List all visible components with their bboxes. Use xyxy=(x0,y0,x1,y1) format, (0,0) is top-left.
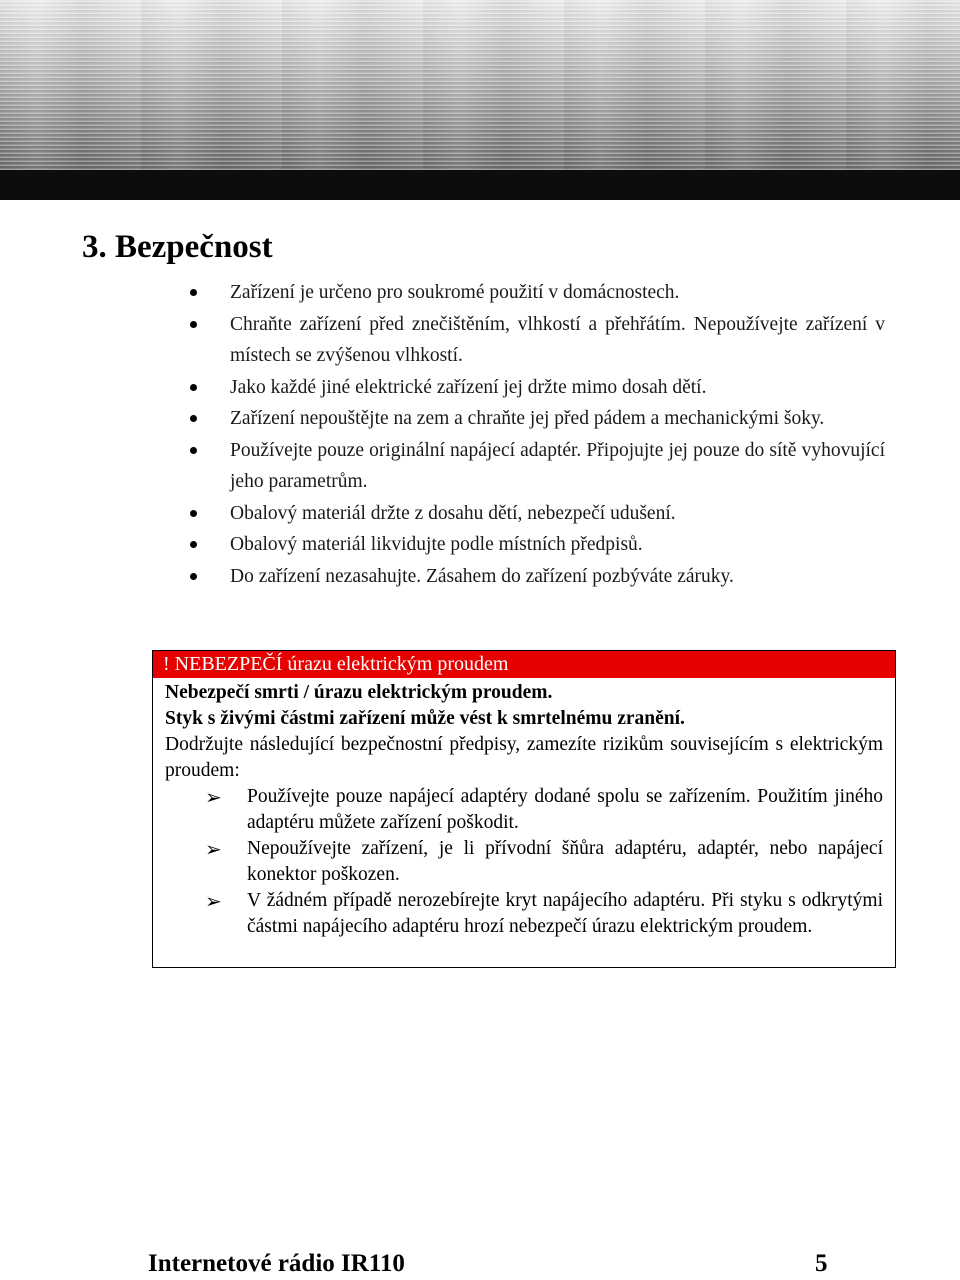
warning-intro: Dodržujte následující bezpečnostní předpisy, zamezíte rizikům souvisejícím s elektrickým proudem: xyxy=(165,734,883,781)
bullet-icon xyxy=(190,321,197,328)
list-item xyxy=(190,529,885,561)
list-item xyxy=(190,372,885,404)
bullet-icon xyxy=(190,541,197,548)
list-item-text: Chraňte zařízení před znečištěním, vlhkostí a přehřátím. Nepoužívejte zařízení v místech se zvýšenou vlhkostí. xyxy=(230,313,885,366)
list-item xyxy=(190,277,885,309)
list-item xyxy=(190,435,885,498)
footer-page-number: 5 xyxy=(815,1250,828,1277)
list-item-text: Používejte pouze originální napájecí adaptér. Připojujte jej pouze do sítě vyhovující jeho parametrům. xyxy=(230,439,885,492)
list-item xyxy=(165,888,883,940)
arrow-bullet-icon: ➢ xyxy=(205,889,222,913)
list-item xyxy=(190,498,885,530)
bullet-icon xyxy=(190,510,197,517)
list-item-text: Jako každé jiné elektrické zařízení jej držte mimo dosah dětí. xyxy=(230,376,707,398)
arrow-bullet-icon: ➢ xyxy=(205,785,222,809)
list-item xyxy=(190,561,885,593)
section-title: 3. Bezpečnost xyxy=(82,229,273,265)
header-black-bar xyxy=(0,170,960,200)
footer-document-title: Internetové rádio IR110 xyxy=(148,1250,405,1277)
list-item-text: Používejte pouze napájecí adaptéry dodané spolu se zařízením. Použitím jiného adaptéru můžete zařízení poškodit. xyxy=(247,786,883,833)
list-item-text: Nepoužívejte zařízení, je li přívodní šňůra adaptéru, adaptér, nebo napájecí konektor poškozen. xyxy=(247,838,883,885)
electric-shock-warning-box xyxy=(152,650,896,968)
bullet-icon xyxy=(190,447,197,454)
warning-bold-line: Nebezpečí smrti / úrazu elektrickým proudem. xyxy=(165,682,553,703)
arrow-bullet-icon: ➢ xyxy=(205,837,222,861)
list-item-text: Obalový materiál držte z dosahu dětí, nebezpečí udušení. xyxy=(230,502,676,524)
bullet-icon xyxy=(190,415,197,422)
warning-heading: ! NEBEZPEČÍ úrazu elektrickým proudem xyxy=(153,651,895,678)
list-item-text: Obalový materiál likvidujte podle místních předpisů. xyxy=(230,534,643,555)
list-item-text: Zařízení je určeno pro soukromé použití v domácnostech. xyxy=(230,282,680,303)
list-item xyxy=(165,836,883,888)
list-item xyxy=(190,309,885,372)
bullet-icon xyxy=(190,289,197,296)
warning-rule-list xyxy=(165,784,883,940)
list-item-text: Zařízení nepouštějte na zem a chraňte jej před pádem a mechanickými šoky. xyxy=(230,408,825,429)
list-item-text: Do zařízení nezasahujte. Zásahem do zařízení pozbýváte záruky. xyxy=(230,565,734,587)
list-item xyxy=(165,784,883,836)
bullet-icon xyxy=(190,573,197,580)
warning-body xyxy=(153,678,895,940)
header-brushed-metal-band xyxy=(0,0,960,170)
list-item xyxy=(190,403,885,435)
warning-bold-line: Styk s živými částmi zařízení může vést k smrtelnému zranění. xyxy=(165,708,685,729)
list-item-text: V žádném případě nerozebírejte kryt napájecího adaptéru. Při styku s odkrytými částmi napájecího adaptéru hrozí nebezpečí úrazu elektrickým proudem. xyxy=(247,890,883,937)
bullet-icon xyxy=(190,384,197,391)
safety-bullet-list xyxy=(190,277,885,592)
